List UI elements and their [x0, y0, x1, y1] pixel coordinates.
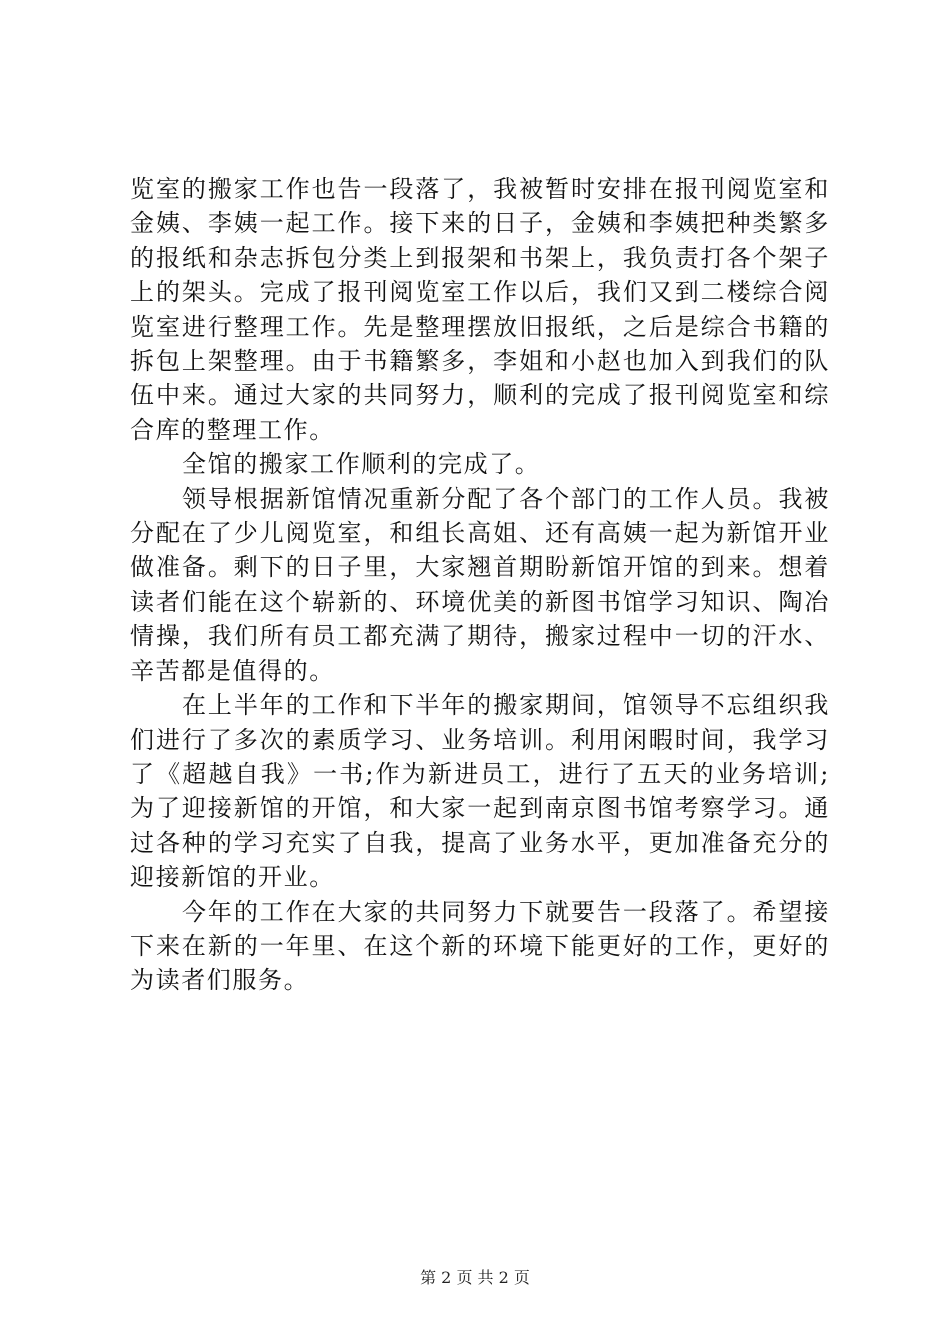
document-body: [130, 172, 830, 998]
paragraph-2: 全馆的搬家工作顺利的完成了。: [182, 450, 541, 479]
page-number-label: 第 2 页 共 2 页: [420, 1268, 530, 1287]
paragraph-3: 领导根据新馆情况重新分配了各个部门的工作人员。我被分配在了少儿阅览室，和组长高姐、还有高姨一起为新馆开业做准备。剩下的日子里，大家翘首期盼新馆开馆的到来。想着读者们能在这个崭新的、环境优美的新图书馆学习知识、陶冶情操，我们所有员工都充满了期待，搬家过程中一切的汗水、辛苦都是值得的。: [130, 484, 830, 685]
paragraph-4: 在上半年的工作和下半年的搬家期间，馆领导不忘组织我们进行了多次的素质学习、业务培训。利用闲暇时间，我学习了《超越自我》一书;作为新进员工，进行了五天的业务培训;为了迎接新馆的开馆，和大家一起到南京图书馆考察学习。通过各种的学习充实了自我，提高了业务水平，更加准备充分的迎接新馆的开业。: [130, 691, 830, 892]
paragraph-1: 览室的搬家工作也告一段落了，我被暂时安排在报刊阅览室和金姨、李姨一起工作。接下来的日子，金姨和李姨把种类繁多的报纸和杂志拆包分类上到报架和书架上，我负责打各个架子上的架头。完成了报刊阅览室工作以后，我们又到二楼综合阅览室进行整理工作。先是整理摆放旧报纸，之后是综合书籍的拆包上架整理。由于书籍繁多，李姐和小赵也加入到我们的队伍中来。通过大家的共同努力，顺利的完成了报刊阅览室和综合库的整理工作。: [130, 175, 830, 444]
paragraph-5: 今年的工作在大家的共同努力下就要告一段落了。希望接下来在新的一年里、在这个新的环境下能更好的工作，更好的为读者们服务。: [130, 897, 830, 995]
page-footer: [0, 1268, 950, 1288]
